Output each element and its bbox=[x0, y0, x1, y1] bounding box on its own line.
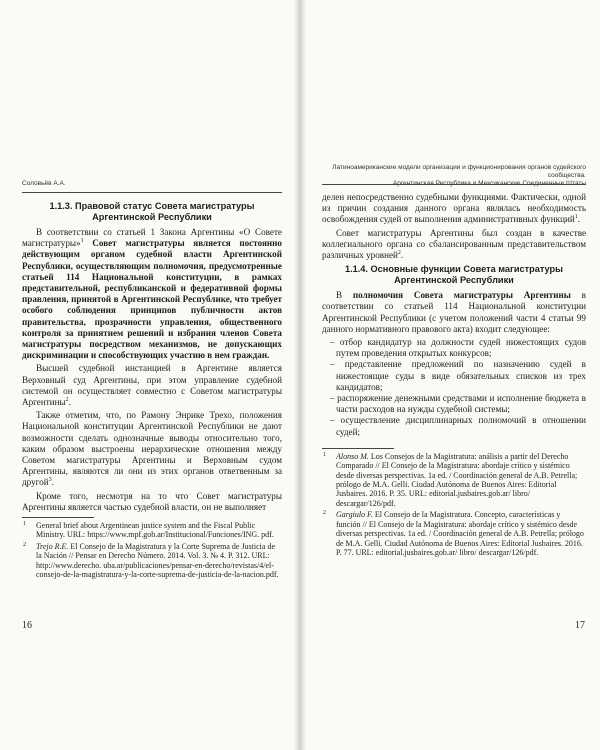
paragraph-text: делен непосредственно судебными функциями. Фактически, одной из причин создания данного органа являлась необходимость освобождения судей от выполнения административных функций bbox=[322, 192, 586, 225]
footnote-number: 1 bbox=[23, 521, 26, 528]
footnote-ref: 2 bbox=[65, 397, 69, 403]
footnote-author: Alonso M. bbox=[336, 451, 369, 461]
footnote-number: 2 bbox=[23, 541, 26, 548]
header-rule-right bbox=[322, 184, 586, 185]
paragraph-text: в соответствии со статьей 114 Национальной конституции Аргентинской Республики (с учетом положений части 4 статьи 99 данного нормативного правового акта) входит следующее: bbox=[322, 290, 586, 334]
running-head-line-2: Аргентинская Республика и Мексиканские Соединенные Штаты bbox=[392, 180, 586, 187]
footnote-1 bbox=[322, 452, 586, 508]
paragraph-text: В bbox=[336, 290, 353, 301]
footnote-text: El Consejo de la Magistratura y la Corte Suprema de Justicia de la Nación // Pensar en Derecho Número. 2014. Vol. 3. № 4. P. 312. URL: http://www.derecho. uba.ar/publicaciones/pensar-en-derecho/revistas/4/el-consejo-de-la-magistratura-y-la-corte-suprema-de-justicia-de-la-nacion.pdf. bbox=[36, 541, 279, 580]
paragraph-bold-text: Совет магистратуры является постоянно действующим органом судебной власти Аргентинской Республики, осуществляющим полномочия, предусмотренные статьей 114 Национальной конституции, в рамках представительной, республиканской и федеративной формы правления, принятой в Аргентинской Республике, что требует особого соблюдения принципов публичности актов правительства, прозрачности управления, общественного контроля за принятием решений и избрания членов Совета магистратуры посредством механизмов, не допускающих дискриминации и способствующих участию в нем граждан. bbox=[22, 238, 282, 361]
running-head-left: Соловьёв А.А. bbox=[22, 180, 66, 187]
paragraph-collegial-body: Совет магистратуры Аргентины был создан в качестве коллегиального органа со сбалансированным представительством различных уровней$^2$. bbox=[322, 227, 586, 261]
paragraph-powers bbox=[322, 290, 586, 335]
list-item: – распоряжение денежными средствами и исполнение бюджета в части расходов на нужды судебной системы; bbox=[330, 393, 586, 415]
footnote-number: 2 bbox=[323, 510, 326, 517]
right-page bbox=[306, 0, 600, 750]
footnote-author: Trejo R.E. bbox=[36, 541, 69, 551]
footnote-rule bbox=[322, 448, 394, 449]
left-page-body bbox=[22, 198, 282, 582]
footnote-ref: 3 bbox=[48, 477, 52, 484]
book-gutter bbox=[294, 0, 306, 750]
paragraph-text: Высшей судебной инстанцией в Аргентине является Верховный суд Аргентины, при этом управление судебной системой он осуществляет совместно с Советом магистратуры Аргентины bbox=[22, 363, 282, 408]
footnote-rule bbox=[22, 517, 94, 518]
section-heading-1-1-3: 1.1.3. Правовой статус Совета магистратуры Аргентинской Республики bbox=[49, 201, 255, 222]
paragraph-trejo: Также отметим, что, по Рамону Энрике Трехо, положения Национальной конституции Аргентинской Республики не дают возможности сделать однозначные выводы относительно того, каким образом выстроены иерархические отношения между Советом магистратуры Аргентины и Верховным судом Аргентины, являются ли они из этих органов ответвенным за другой$^3$. bbox=[22, 410, 282, 488]
right-page-body bbox=[322, 192, 586, 559]
list-item: – осуществление дисциплинарных полномочий в отношении судей; bbox=[330, 415, 586, 437]
paragraph-continued: Кроме того, несмотря на то что Совет магистратуры Аргентины является частью судебной власти, он не выполняет bbox=[22, 490, 282, 512]
page-number-right: 17 bbox=[575, 620, 585, 631]
paragraph-text: В соответствии со статьей 1 Закона Аргентины «О Совете магистратуры» bbox=[22, 227, 282, 249]
footnote-ref: 1 bbox=[80, 238, 84, 245]
footnote-1 bbox=[22, 521, 282, 540]
section-heading-1-1-4: 1.1.4. Основные функции Совета магистратуры Аргентинской Республики bbox=[344, 264, 564, 286]
footnote-2 bbox=[322, 510, 586, 557]
left-page bbox=[0, 0, 294, 750]
footnote-ref: 1 bbox=[574, 214, 578, 221]
list-item: – отбор кандидатур на должности судей нижестоящих судов путем проведения открытых конкурсов; bbox=[330, 337, 586, 359]
footnote-author: Gargiulo F. bbox=[336, 510, 373, 520]
paragraph-bold-text: полномочия Совета магистратуры Аргентины bbox=[352, 290, 571, 301]
paragraph-supreme-court: Высшей судебной инстанцией в Аргентине является Верховный суд Аргентины, при этом управление судебной системой он осуществляет совместно с Советом магистратуры Аргентины$^2$. bbox=[22, 363, 282, 408]
running-head-line-1: Латиноамериканские модели организации и функционирования органов судейского сообщества. bbox=[332, 164, 586, 179]
footnote-text: Los Consejos de la Magistratura: análisis a partir del Derecho Comparado // El Consejo de la Magistratura: abordaje crítico y sistémico desde diversas perspectivas. 1a ed. / Coordinación general de A.B. Petrella; prólogo de M.A. Gelli. Ciudad Autónoma de Buenos Aires: Editorial Jusbaires. 2016. P. 35. URL: editorial.jusbaires.gob.ar/ libro/ descargar/126/pdf. bbox=[336, 451, 578, 508]
footnote-text: General brief about Argentinean justice system and the Fiscal Public Ministry. URL: https://www.mpf.gob.ar/Institucional/Funciones/ING. pdf. bbox=[36, 521, 274, 540]
paragraph-text: Совет магистратуры Аргентины был создан в качестве коллегиального органа со сбалансированным представительством различных уровней bbox=[322, 227, 586, 261]
footnote-text: El Consejo de la Magistratura. Concepto, características y función // El Consejo de la Magistratura: abordaje crítico y sistémico desde diversas perspectivas. 1a ed. / Coordinación general de A.B. Petrella; prólogo de M.A. Gelli. Ciudad Autónoma de Buenos Aires: Editorial Jusbaires. 2016. P. 77. URL: editorial.jusbaires.gob.ar/ libro/ descargar/126/pdf. bbox=[336, 510, 584, 557]
paragraph-law-article bbox=[22, 227, 282, 361]
paragraph-text: Также отметим, что, по Рамону Энрике Трехо, положения Национальной конституции Аргентинской Республики не дают возможности сделать однозначные выводы относительно того, каким образом выстроены иерархические отношения между Советом магистратуры Аргентины и Верховным судом Аргентины, являются ли они из этих органов ответвенным за другой bbox=[22, 410, 282, 488]
footnote-2 bbox=[22, 542, 282, 580]
page-number-left: 16 bbox=[22, 620, 32, 631]
header-rule-left bbox=[22, 192, 282, 193]
footnote-ref: 2 bbox=[397, 249, 401, 256]
list-item: – представление предложений по назначению судей в нижестоящие суды в виде обязательных списков из трех кандидатов; bbox=[330, 359, 586, 392]
footnote-number: 1 bbox=[323, 451, 326, 458]
paragraph-continuation: делен непосредственно судебными функциями. Фактически, одной из причин создания данного органа являлась необходимость освобождения судей от выполнения административных функций$^1$. bbox=[322, 192, 586, 225]
